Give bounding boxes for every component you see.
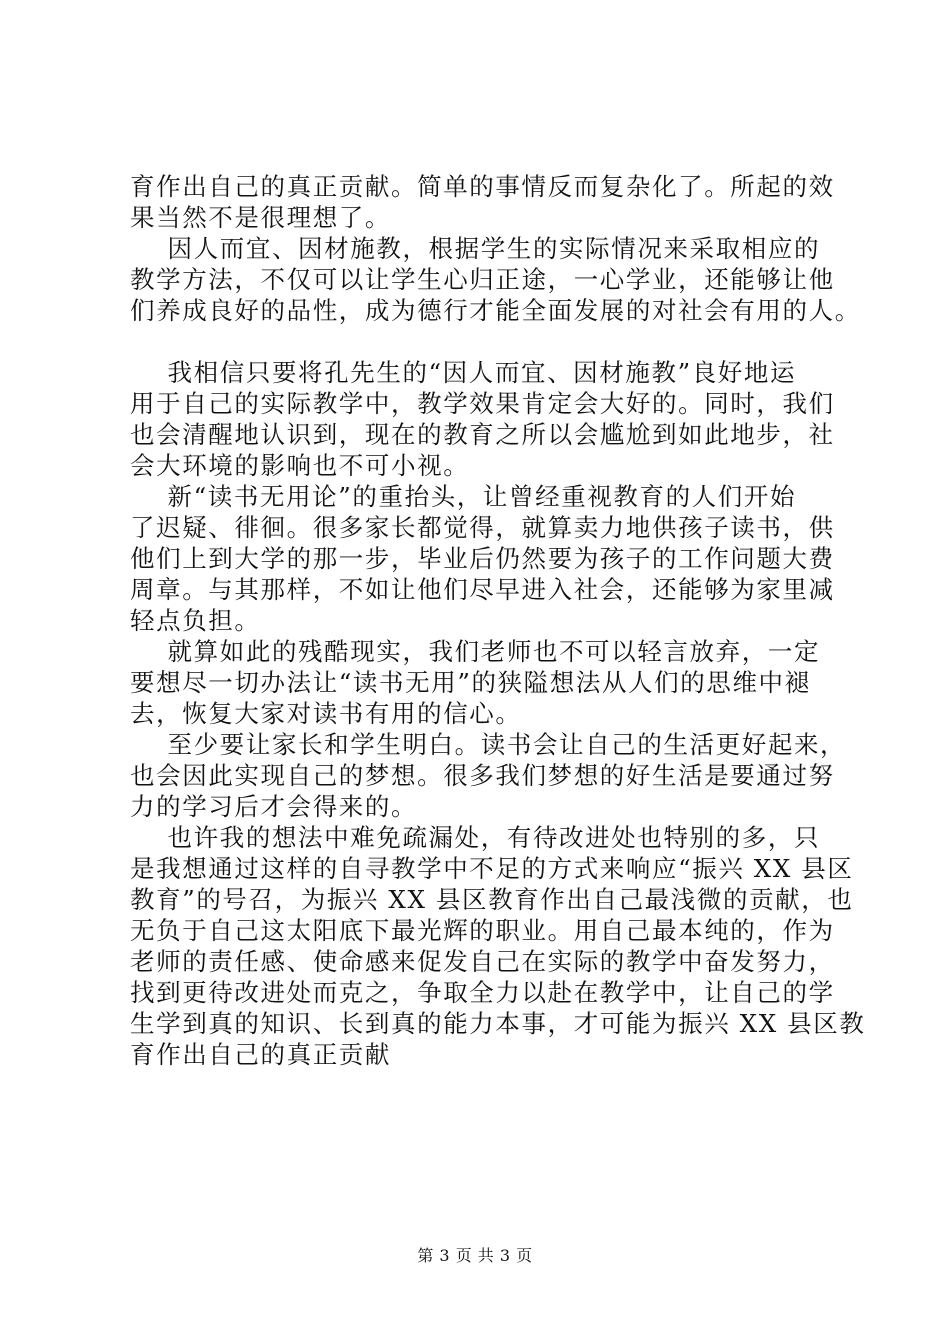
text-line: 生学到真的知识、长到真的能力本事，才可能为振兴 XX 县区教	[130, 1009, 866, 1038]
text-line: 无负于自己这太阳底下最光辉的职业。用自己最本纯的，作为	[130, 916, 835, 945]
text-line: 找到更待改进处而克之，争取全力以赴在教学中，让自己的学	[130, 978, 835, 1007]
text-line: 育作出自己的真正贡献	[130, 1040, 391, 1069]
text-line: 我相信只要将孔先生的“因人而宜、因材施教”良好地运	[130, 358, 797, 387]
text-line: 老师的责任感、使命感来促发自己在实际的教学中奋发努力，	[130, 947, 835, 976]
text-line: 他们上到大学的那一步，毕业后仍然要为孩子的工作问题大费	[130, 544, 835, 573]
text-line: 教学方法，不仅可以让学生心归正途，一心学业，还能够让他	[130, 265, 835, 294]
text-line: 至少要让家长和学生明白。读书会让自己的生活更好起来，	[130, 730, 847, 759]
text-line: 教育”的号召，为振兴 XX 县区教育作出自己最浅微的贡献，也	[130, 885, 854, 914]
text-line: 也许我的想法中难免疏漏处，有待改进处也特别的多，只	[130, 823, 821, 852]
paragraph-gap	[130, 326, 854, 357]
document-body	[130, 171, 866, 1070]
text-line: 会大环境的影响也不可小视。	[130, 451, 470, 480]
text-line: 也会清醒地认识到，现在的教育之所以会尴尬到如此地步，社	[130, 420, 835, 449]
text-line: 了迟疑、徘徊。很多家长都觉得，就算卖力地供孩子读书，供	[130, 513, 835, 542]
text-line: 育作出自己的真正贡献。简单的事情反而复杂化了。所起的效	[130, 172, 835, 201]
page-footer: 第 3 页 共 3 页	[417, 1246, 533, 1265]
text-line: 要想尽一切办法让“读书无用”的狭隘想法从人们的思维中褪	[130, 668, 811, 697]
text-line: 是我想通过这样的自寻教学中不足的方式来响应“振兴 XX 县区	[130, 854, 854, 883]
text-line: 因人而宜、因材施教，根据学生的实际情况来采取相应的	[130, 234, 821, 263]
text-line: 力的学习后才会得来的。	[130, 792, 418, 821]
text-line: 也会因此实现自己的梦想。很多我们梦想的好生活是要通过努	[130, 761, 835, 790]
text-line: 周章。与其那样，不如让他们尽早进入社会，还能够为家里减	[130, 575, 835, 604]
text-line: 新“读书无用论”的重抬头，让曾经重视教育的人们开始	[130, 482, 797, 511]
text-line: 们养成良好的品性，成为德行才能全面发展的对社会有用的人。	[130, 296, 861, 325]
text-line: 用于自己的实际教学中，教学效果肯定会大好的。同时，我们	[130, 389, 835, 418]
text-line: 轻点负担。	[130, 606, 261, 635]
text-line: 就算如此的残酷现实，我们老师也不可以轻言放弃，一定	[130, 637, 821, 666]
text-line: 去，恢复大家对读书有用的信心。	[130, 699, 522, 728]
text-line: 果当然不是很理想了。	[130, 203, 391, 232]
